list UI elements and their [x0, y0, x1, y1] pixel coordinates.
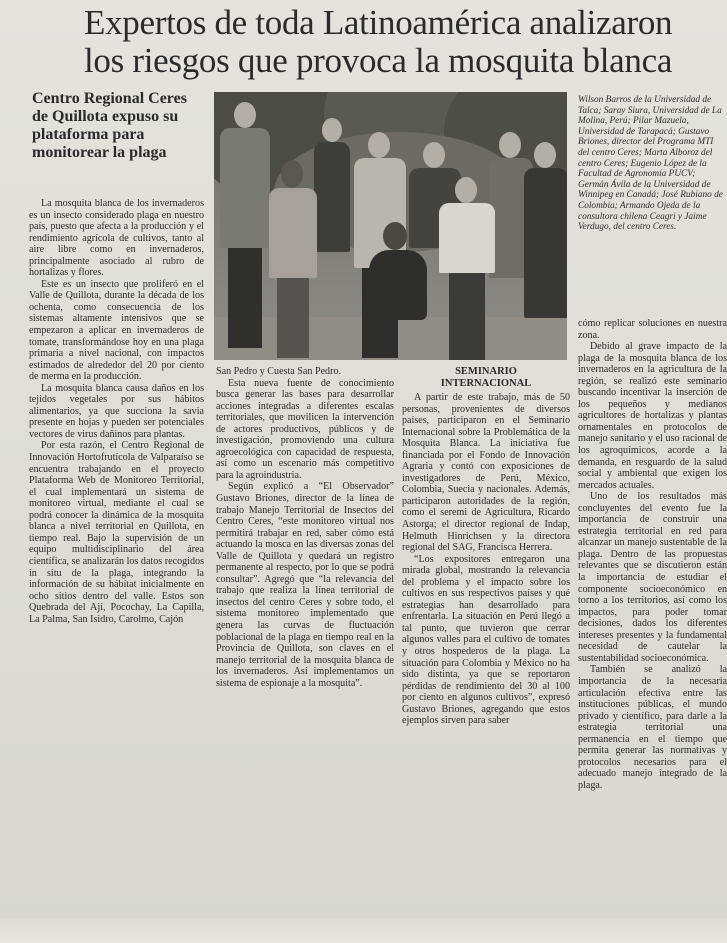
paragraph: Esta nueva fuente de conocimiento busca generar las bases para desarrollar acciones integradas a diferentes escalas territoriales, que movilicen la intervención de actores productivos, públicos y de investigación, promoviendo una cultura agroecológica con capacidad de respuesta, así como un escenario más competitivo para la agroindustria.	[216, 377, 394, 481]
paragraph: “Los expositores entregaron una mirada global, mostrando la relevancia del problema y el impacto sobre los cultivos en sus respectivos países y qué estrategias han desarrollado para enfrentarla. La situación en Perú llegó a tal punto, que tuvieron que cerrar algunos valles para el cultivo de tomates y otros hospederos de la plaga. La situación para Colombia y México no ha sido distinta, ya que se reportaron pérdidas de rendimiento del 30 al 100 por ciento en algunos cultivos”, expresó Gustavo Briones, agregando que estos ejemplos sirven para saber	[402, 553, 570, 727]
group-photo	[214, 92, 567, 360]
headline-line-1: Expertos de toda Latinoamérica analizaron	[84, 3, 673, 42]
article-column-1	[29, 198, 204, 913]
subheadline: Centro Regional Ceres de Quillota expuso su plataforma para monitorear la plaga	[32, 90, 187, 161]
section-title-line-1: SEMINARIO	[455, 366, 517, 377]
paragraph: cómo replicar soluciones en nuestra zona.	[578, 318, 727, 341]
article-column-3	[402, 366, 570, 916]
paragraph: A partir de este trabajo, más de 50 personas, provenientes de diversos países, participaron en el Seminario Internacional sobre la Problemática de la Mosquita Blanca. La iniciativa fue financiada por el Fondo de Innovación Agraria y contó con exposiciones de investigadores de Perú, México, Colombia, Suecia y nacionales. Además, participaron autoridades de la región, como el seremi de Agricultura, Ricardo Astorga; el director regional de Indap, Helmuth Hinrichsen y la directora regional del SAG, Francisca Herrera.	[402, 392, 570, 554]
paragraph: Este es un insecto que proliferó en el Valle de Quillota, durante la década de los ochenta, como consecuencia de los sistemas altamente intensivos que se empezaron a aplicar en invernaderos de tomate, transformándose hoy en una plaga primaria a nivel nacional, con impactos estimados de alrededor del 20 por ciento de merma en la producción.	[29, 278, 204, 383]
paragraph: La mosquita blanca de los invernaderos es un insecto considerado plaga en nuestro país, puesto que afecta a la producción y el rendimiento agrícola de cultivos, tanto al aire libre como en invernaderos, principalmente asociado al rubro de hortalizas y flores.	[29, 198, 204, 279]
paragraph: Por esta razón, el Centro Regional de Innovación Hortofrutícola de Valparaíso se encuentra trabajando en el proyecto Plataforma Web de Monitoreo Territorial, el cual implementará un sistema de monitoreo virtual, mediante el cual se podrá conocer la dinámica de la mosquita blanca a nivel territorial en Quillota, en tiempo real. Bajo la supervisión de un equipo multidisciplinario del área científica, se analizarán los datos recogidos in situ de la plaga, integrando la información de su hábitat inicialmente en ocho sitios dentro del valle. Estos son Quebrada del Ají, Pocochay, La Capilla, La Palma, San Isidro, Carolmo, Cajón	[29, 440, 204, 625]
headline-line-2: los riesgos que provoca la mosquita blanca	[84, 41, 673, 80]
paragraph: Debido al grave impacto de la plaga de la mosquita blanca de los invernaderos en la agricultura de la región, se realizó este seminario buscando incentivar la inserción de los pequeños y medianos agricultores de hortalizas y plantas ornamentales en protocolos de manejo sanitario y el uso racional de los agroquímicos, acorde a la demanda, en resguardo de la salud social y ambiental que exigen los mercados actuales.	[578, 341, 727, 491]
article-column-4	[578, 318, 727, 918]
photo-caption-continuation: San Pedro y Cuesta San Pedro.	[216, 366, 342, 377]
paragraph: Uno de los resultados más concluyentes del evento fue la importancia de construir una estrategia territorial en red para alcanzar un manejo sustentable de la plaga. Dentro de las propuestas relevantes que se discutieron están la importancia de estudiar el componente socioeconómico en torno a los territorios, así como los impactos, para poder tomar decisiones, dados los diferentes intereses presentes y la fundamental necesidad de cautelar la sustentabilidad socioeconómica.	[578, 491, 727, 664]
section-title-line-2: INTERNACIONAL	[440, 378, 532, 389]
paragraph: Según explicó a “El Observador” Gustavo Briones, director de la línea de trabajo Manejo Territorial de Insectos del Centro Ceres, “este monitoreo virtual nos permitirá trabajar en red, saber cómo está actuando la mosca en las diversas zonas del Valle de Quillota y quedará un registro permanente al respecto, por lo que se podrá consultar”. Agregó que “la relevancia del trabajo que realiza la línea territorial de insectos del centro Ceres y sobre todo, el sistema monitoreo implementado que genera las curvas de fluctuación poblacional de la plaga en tiempo real en la Provincia de Quillota, son claves en el manejo territorial de la mosquita blanca de los invernaderos. Así implementamos un sistema de espionaje a la mosquita”.	[216, 481, 394, 689]
headline	[84, 4, 727, 80]
paragraph: También se analizó la importancia de la necesaria articulación efectiva entre las instituciones públicas, el mundo privado y científico, para darle a la estrategia territorial una permanencia en el tiempo que permita generar las normativas y protocolos necesarios para el adecuado manejo integrado de la plaga.	[578, 664, 727, 791]
section-title	[402, 366, 570, 390]
paragraph: La mosquita blanca causa daños en los tejidos vegetales por sus hábitos alimentarios, ya que succiona la savia presente en hojas y pueden ser potenciales vectores de virus dañinos para plantas.	[29, 382, 204, 440]
article-column-2	[216, 366, 394, 916]
photo-credits: Wilson Barros de la Universidad de Talca; Saray Siura, Universidad de La Molina, Perú; Pilar Mazuela, Universidad de Tarapacá; Gustavo Briones, director del Programa MTI del centro Ceres; Marta Alboroz del centro Ceres; Eugenio López de la Facultad de Agronomía PUCV; Germán Ávila de la Universidad de Winnipeg en Canadá; José Rubiano de Colombia; Armando Ojeda de la consultora chilena Ceagri y Jaime Verdugo, del centro Ceres.	[578, 95, 723, 233]
page-bottom-edge	[0, 918, 727, 943]
